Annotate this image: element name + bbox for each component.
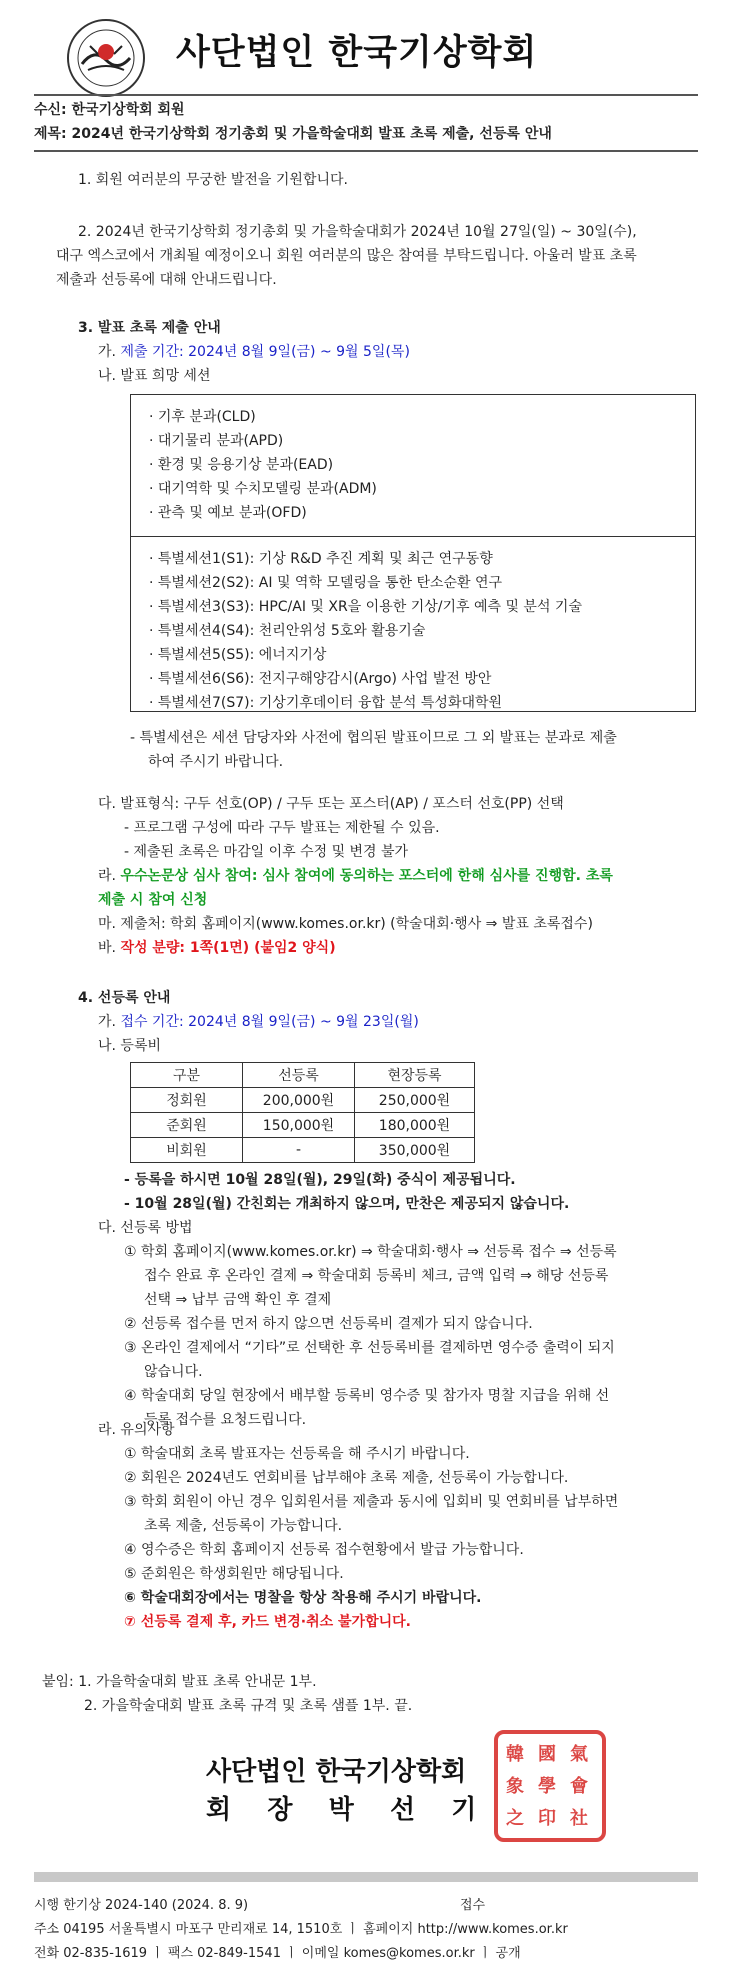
section-3-na: 나. 발표 희망 세션 [98, 368, 211, 384]
notice-item: ④ 영수증은 학회 홈페이지 선등록 접수현황에서 발급 가능합니다. [124, 1542, 524, 1558]
society-logo [66, 18, 146, 98]
footer-receipt: 접수 [460, 1898, 486, 1913]
registration-method-item-continued: 접수 완료 후 온라인 결제 ⇒ 학술대회 등록비 체크, 금액 입력 ⇒ 해당 선등록 [144, 1268, 609, 1284]
section-4-da: 다. 선등록 방법 [98, 1220, 193, 1236]
registration-method-item-continued: 선택 ⇒ 납부 금액 확인 후 결제 [144, 1292, 332, 1308]
table-row [131, 1138, 475, 1163]
footer-address: 주소 04195 서울특별시 마포구 만리재로 14, 1510호 ㅣ 홈페이지 http://www.komes.or.kr [34, 1922, 568, 1937]
notice-item: ③ 학회 회원이 아닌 경우 입회원서를 제출과 동시에 입회비 및 연회비를 납부하면 [124, 1494, 619, 1510]
best-paper-line-1: 우수논문상 심사 참여: 심사 참여에 동의하는 포스터에 한해 심사를 진행함. 초록 [120, 868, 613, 884]
special-session-item: · 특별세션1(S1): 기상 R&D 추진 계획 및 최근 연구동향 [149, 551, 493, 567]
fee-header-cell: 선등록 [243, 1063, 355, 1088]
special-session-item: · 특별세션7(S7): 기상기후데이터 융합 분석 특성화대학원 [149, 695, 503, 711]
header-divider [34, 94, 698, 96]
best-paper-line-2: 제출 시 참여 신청 [98, 892, 208, 908]
submission-period: 제출 기간: 2024년 8월 9일(금) ~ 9월 5일(목) [120, 344, 410, 360]
special-session-item: · 특별세션3(S3): HPC/AI 및 XR을 이용한 기상/기후 예측 및 분석 기술 [149, 599, 582, 615]
fee-table [130, 1062, 475, 1163]
session-item: · 대기물리 분과(APD) [149, 433, 284, 449]
paragraph-2-line-3: 제출과 선등록에 대해 안내드립니다. [56, 272, 277, 288]
fee-table-header [131, 1063, 475, 1088]
table-row [131, 1088, 475, 1113]
attachment-2: 2. 가을학술대회 발표 초록 규격 및 초록 샘플 1부. 끝. [84, 1698, 413, 1714]
session-box [130, 394, 696, 712]
notice-list [124, 1442, 618, 1586]
org-title: 사단법인 한국기상학회 [176, 33, 538, 73]
notice-item: ② 회원은 2024년도 연회비를 납부해야 초록 제출, 선등록이 가능합니다. [124, 1470, 569, 1486]
special-session-item: · 특별세션5(S5): 에너지기상 [149, 647, 327, 663]
subject-divider [34, 150, 698, 152]
fee-cell: 150,000원 [243, 1113, 355, 1138]
section-4-title: 4. 선등록 안내 [78, 990, 171, 1006]
special-session-note-2: 하여 주시기 바랍니다. [148, 754, 284, 770]
paragraph-1: 1. 회원 여러분의 무궁한 발전을 기원합니다. [78, 172, 348, 188]
registration-method-item: ④ 학술대회 당일 현장에서 배부할 등록비 영수증 및 참가자 명찰 지급을 위해 선 [124, 1388, 610, 1404]
section-3-title: 3. 발표 초록 제출 안내 [78, 320, 221, 336]
registration-method-item-continued: 등록 접수를 요청드립니다. [144, 1412, 307, 1428]
section-3-ba: 바. 작성 분량: 1쪽(1면) (붙임2 양식) [98, 940, 336, 956]
notice-item: ⑤ 준회원은 학생회원만 해당됩니다. [124, 1566, 344, 1582]
table-row [131, 1113, 475, 1138]
registration-method-item-continued: 않습니다. [144, 1364, 203, 1380]
notice-item-6: ⑥ 학술대회장에서는 명찰을 항상 착용해 주시기 바랍니다. [124, 1590, 482, 1606]
fee-cell: 비회원 [131, 1138, 243, 1163]
special-sessions [149, 547, 582, 715]
registration-period: 접수 기간: 2024년 8월 9일(금) ~ 9월 23일(월) [120, 1014, 419, 1030]
subject: 제목: 2024년 한국기상학회 정기총회 및 가을학술대회 발표 초록 제출, 선등록 안내 [34, 126, 552, 142]
footer-issue: 시행 한기상 2024-140 (2024. 8. 9) [34, 1898, 249, 1913]
registration-method-item: ① 학회 홈페이지(www.komes.or.kr) ⇒ 학술대회·행사 ⇒ 선등록 접수 ⇒ 선등록 [124, 1244, 617, 1260]
fee-cell: 준회원 [131, 1113, 243, 1138]
fee-cell: 180,000원 [355, 1113, 475, 1138]
notice-item-7: ⑦ 선등록 결제 후, 카드 변경·취소 불가합니다. [124, 1614, 411, 1630]
fee-note-2: - 10월 28일(월) 간친회는 개최하지 않으며, 만찬은 제공되지 않습니다. [124, 1196, 570, 1212]
notice-item: ① 학술대회 초록 발표자는 선등록을 해 주시기 바랍니다. [124, 1446, 470, 1462]
session-box-divider [131, 536, 695, 537]
session-item: · 관측 및 예보 분과(OFD) [149, 505, 307, 521]
fee-header-cell: 현장등록 [355, 1063, 475, 1088]
section-3-ga: 가. 제출 기간: 2024년 8월 9일(금) ~ 9월 5일(목) [98, 344, 410, 360]
paragraph-2-line-1: 2. 2024년 한국기상학회 정기총회 및 가을학술대회가 2024년 10월 27일(일) ~ 30일(수), [78, 224, 637, 240]
paragraph-2-line-2: 대구 엑스코에서 개최될 예정이오니 회원 여러분의 많은 참여를 부탁드립니다. 아울러 발표 초록 [56, 248, 637, 264]
special-session-item: · 특별세션6(S6): 전지구해양감시(Argo) 사업 발전 방안 [149, 671, 492, 687]
registration-method-list [124, 1240, 617, 1432]
fee-cell: 350,000원 [355, 1138, 475, 1163]
special-session-item: · 특별세션4(S4): 천리안위성 5호와 활용기술 [149, 623, 426, 639]
session-item: · 대기역학 및 수치모델링 분과(ADM) [149, 481, 377, 497]
fee-cell: 200,000원 [243, 1088, 355, 1113]
notice-item-continued: 초록 제출, 선등록이 가능합니다. [144, 1518, 343, 1534]
section-3-da-sub-2: - 제출된 초록은 마감일 이후 수정 및 변경 불가 [124, 844, 409, 860]
section-4-ga: 가. 접수 기간: 2024년 8월 9일(금) ~ 9월 23일(월) [98, 1014, 419, 1030]
footer-bar [34, 1872, 698, 1882]
section-3-ma: 마. 제출처: 학회 홈페이지(www.komes.or.kr) (학술대회·행사 ⇒ 발표 초록접수) [98, 916, 593, 932]
signature-org: 사단법인 한국기상학회 [206, 1757, 467, 1787]
attachment-1: 붙임: 1. 가을학술대회 발표 초록 안내문 1부. [42, 1674, 317, 1690]
section-4-na: 나. 등록비 [98, 1038, 161, 1054]
fee-cell: 정회원 [131, 1088, 243, 1113]
page-limit: 작성 분량: 1쪽(1면) (붙임2 양식) [120, 940, 336, 956]
special-session-note-1: - 특별세션은 세션 담당자와 사전에 협의된 발표이므로 그 외 발표는 분과로 제출 [130, 730, 617, 746]
registration-method-item: ③ 온라인 결제에서 “기타”로 선택한 후 선등록비를 결제하면 영수증 출력이 되지 [124, 1340, 615, 1356]
section-3-da: 다. 발표형식: 구두 선호(OP) / 구두 또는 포스터(AP) / 포스터 선호(PP) 선택 [98, 796, 564, 812]
signature-president: 회 장 박 선 기 [206, 1795, 477, 1825]
fee-note-1: - 등록을 하시면 10월 28일(월), 29일(화) 중식이 제공됩니다. [124, 1172, 516, 1188]
recipient: 수신: 한국기상학회 회원 [34, 102, 185, 118]
section-3-ra: 라. 우수논문상 심사 참여: 심사 참여에 동의하는 포스터에 한해 심사를 진행함. 초록 [98, 868, 613, 884]
fee-header-cell: 구분 [131, 1063, 243, 1088]
footer-contact: 전화 02-835-1619 ㅣ 팩스 02-849-1541 ㅣ 이메일 komes@komes.or.kr ㅣ 공개 [34, 1946, 521, 1961]
section-4-ra: 라. 유의사항 [98, 1422, 175, 1438]
official-seal: 韓 國 氣 象 學 會 之 印 社 [494, 1730, 606, 1842]
registration-method-item: ② 선등록 접수를 먼저 하지 않으면 선등록비 결제가 되지 않습니다. [124, 1316, 533, 1332]
section-3-da-sub-1: - 프로그램 구성에 따라 구두 발표는 제한될 수 있음. [124, 820, 440, 836]
special-session-item: · 특별세션2(S2): AI 및 역학 모델링을 통한 탄소순환 연구 [149, 575, 503, 591]
regular-sessions [149, 405, 377, 525]
fee-cell: 250,000원 [355, 1088, 475, 1113]
fee-cell: - [243, 1138, 355, 1163]
session-item: · 기후 분과(CLD) [149, 409, 256, 425]
session-item: · 환경 및 응용기상 분과(EAD) [149, 457, 334, 473]
